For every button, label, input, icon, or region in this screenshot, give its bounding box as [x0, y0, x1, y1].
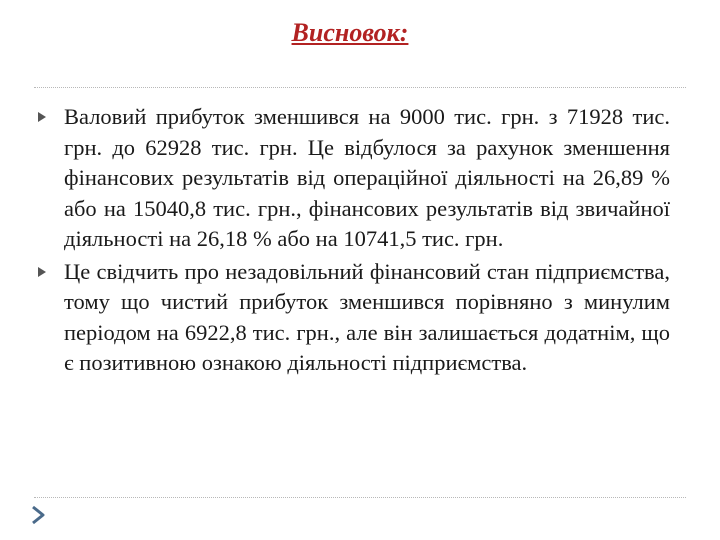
next-slide-icon[interactable] — [30, 505, 46, 525]
slide-title: Висновок: — [291, 18, 409, 47]
bullet-item — [34, 102, 670, 255]
triangle-bullet-icon — [38, 267, 46, 277]
bullet-item — [34, 257, 670, 379]
bullet-text: Це свідчить про незадовільний фінансовий стан підприємства, тому що чистий прибуток зменшився порівняно з минулим періодом на 6922,8 тис. грн., але він залишається додатнім, що є позитивною ознакою діяльності підприємства. — [64, 258, 670, 375]
bullet-text: Валовий прибуток зменшився на 9000 тис. грн. з 71928 тис. грн. до 62928 тис. грн. Це відбулося за рахунок зменшення фінансових результатів від операційної діяльності на 26,89 % або на 15040,8 тис. грн., фінансових результатів від звичайної діяльності на 26,18 % або на 10741,5 тис. грн. — [64, 104, 670, 251]
bottom-divider — [34, 497, 686, 498]
slide-content — [34, 102, 670, 381]
triangle-bullet-icon — [38, 112, 46, 122]
top-divider — [34, 87, 686, 88]
